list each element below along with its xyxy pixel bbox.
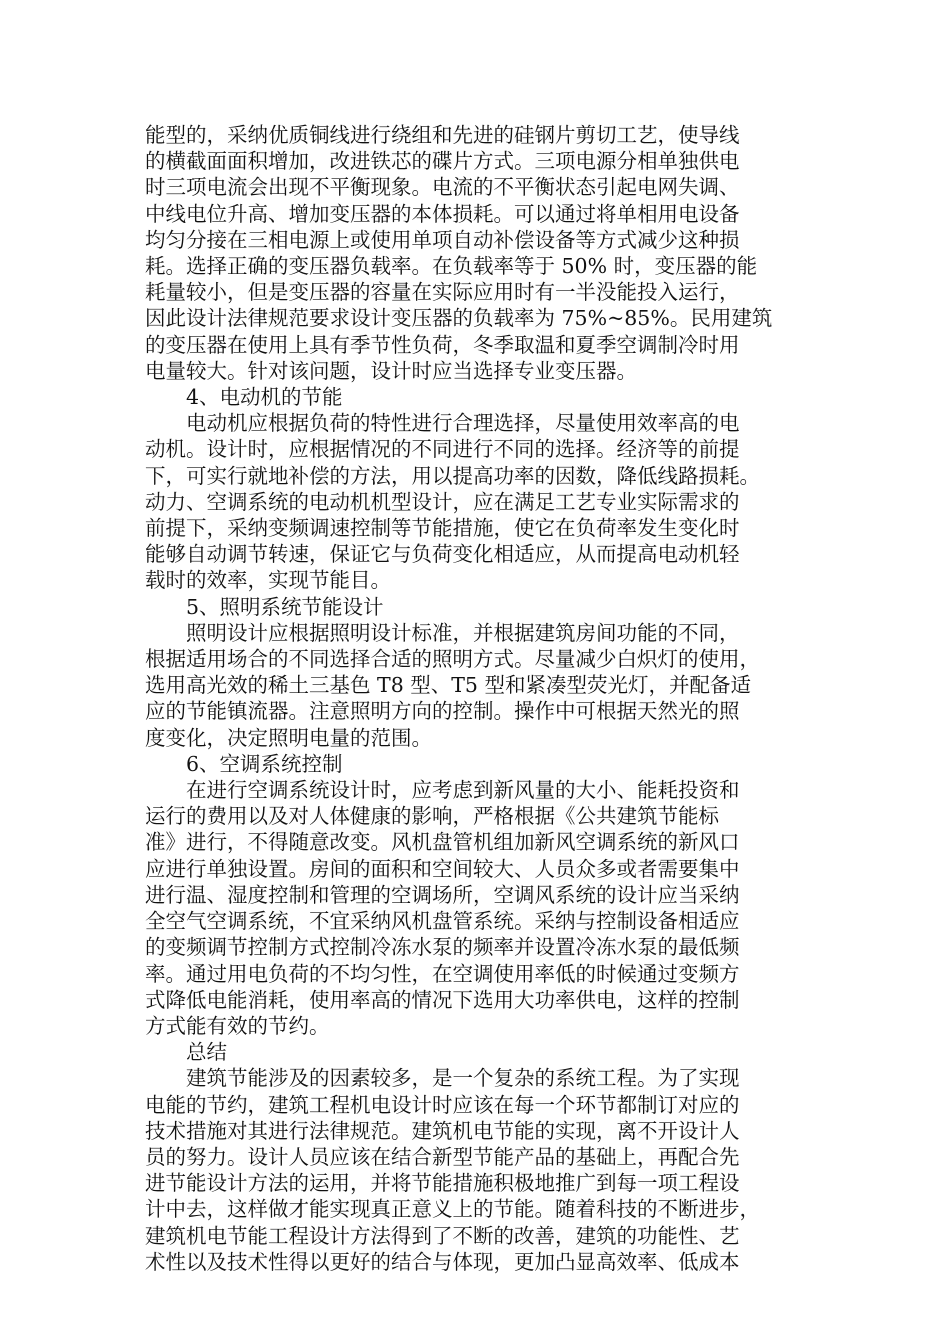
text-line: 全空气空调系统，不宜采纳风机盘管系统。采纳与控制设备相适应 [145, 909, 740, 934]
text-line: 运行的费用以及对人体健康的影响，严格根据《公共建筑节能标 [145, 804, 719, 829]
text-line: 照明设计应根据照明设计标准，并根据建筑房间功能的不同， [186, 620, 740, 645]
text-line: 准》进行，不得随意改变。风机盘管机组加新风空调系统的新风口 [145, 830, 740, 855]
text-line: 总结 [186, 1040, 227, 1065]
text-line: 时三项电流会出现不平衡现象。电流的不平衡状态引起电网失调、 [145, 175, 740, 200]
text-line: 建筑机电节能工程设计方法得到了不断的改善，建筑的功能性、艺 [145, 1223, 740, 1248]
text-line: 因此设计法律规范要求设计变压器的负载率为 75%~85%。民用建筑 [145, 306, 773, 331]
text-line: 方式能有效的节约。 [145, 1013, 330, 1038]
text-line: 下，可实行就地补偿的方法，用以提高功率的因数，降低线路损耗。 [145, 463, 760, 488]
text-line: 选用高光效的稀土三基色 T8 型、T5 型和紧凑型荧光灯，并配备适 [145, 673, 751, 698]
text-line: 术性以及技术性得以更好的结合与体现，更加凸显高效率、低成本 [145, 1249, 740, 1274]
text-line: 6、空调系统控制 [186, 751, 343, 776]
text-line: 能型的，采纳优质铜线进行绕组和先进的硅钢片剪切工艺，使导线 [145, 123, 740, 147]
text-line: 在进行空调系统设计时，应考虑到新风量的大小、能耗投资和 [186, 778, 740, 803]
text-line: 耗。选择正确的变压器负载率。在负载率等于 50% 时，变压器的能 [145, 254, 758, 279]
text-line: 4、电动机的节能 [186, 385, 343, 410]
text-line: 中线电位升高、增加变压器的本体损耗。可以通过将单相用电设备 [145, 201, 740, 226]
text-line: 式降低电能消耗，使用率高的情况下选用大功率供电，这样的控制 [145, 987, 740, 1012]
text-line: 前提下，采纳变频调速控制等节能措施，使它在负荷率发生变化时 [145, 516, 740, 541]
text-line: 建筑节能涉及的因素较多，是一个复杂的系统工程。为了实现 [186, 1066, 740, 1091]
text-line: 动机。设计时，应根据情况的不同进行不同的选择。经济等的前提 [145, 437, 740, 462]
text-line: 的变频调节控制方式控制冷冻水泵的频率并设置冷冻水泵的最低频 [145, 935, 740, 960]
text-line: 应进行单独设置。房间的面积和空间较大、人员众多或者需要集中 [145, 856, 740, 881]
text-line: 计中去，这样做才能实现真正意义上的节能。随着科技的不断进步， [145, 1197, 760, 1222]
text-line: 电动机应根据负荷的特性进行合理选择，尽量使用效率高的电 [186, 411, 740, 436]
document-page [145, 122, 805, 1275]
text-line: 进行温、湿度控制和管理的空调场所，空调风系统的设计应当采纳 [145, 882, 740, 907]
text-line: 5、照明系统节能设计 [186, 594, 384, 619]
text-line: 电量较大。针对该问题，设计时应当选择专业变压器。 [145, 358, 637, 383]
text-line: 员的努力。设计人员应该在结合新型节能产品的基础上，再配合先 [145, 1144, 740, 1169]
text-line: 技术措施对其进行法律规范。建筑机电节能的实现，离不开设计人 [145, 1118, 740, 1143]
text-line: 进节能设计方法的运用，并将节能措施积极地推广到每一项工程设 [145, 1171, 740, 1196]
text-line: 率。通过用电负荷的不均匀性，在空调使用率低的时候通过变频方 [145, 961, 740, 986]
text-line: 的横截面面积增加，改进铁芯的碟片方式。三项电源分相单独供电 [145, 149, 740, 174]
text-line: 耗量较小，但是变压器的容量在实际应用时有一半没能投入运行， [145, 280, 740, 305]
text-line: 能够自动调节转速，保证它与负荷变化相适应，从而提高电动机轻 [145, 542, 740, 567]
text-line: 载时的效率，实现节能目。 [145, 568, 391, 593]
text-line: 的变压器在使用上具有季节性负荷，冬季取温和夏季空调制冷时用 [145, 332, 740, 357]
text-line: 应的节能镇流器。注意照明方向的控制。操作中可根据天然光的照 [145, 699, 740, 724]
text-line: 均匀分接在三相电源上或使用单项自动补偿设备等方式减少这种损 [145, 227, 740, 252]
text-line: 电能的节约，建筑工程机电设计时应该在每一个环节都制订对应的 [145, 1092, 740, 1117]
text-line: 根据适用场合的不同选择合适的照明方式。尽量减少白炽灯的使用， [145, 647, 760, 672]
text-line: 动力、空调系统的电动机机型设计，应在满足工艺专业实际需求的 [145, 489, 740, 514]
text-line: 度变化，决定照明电量的范围。 [145, 725, 432, 750]
